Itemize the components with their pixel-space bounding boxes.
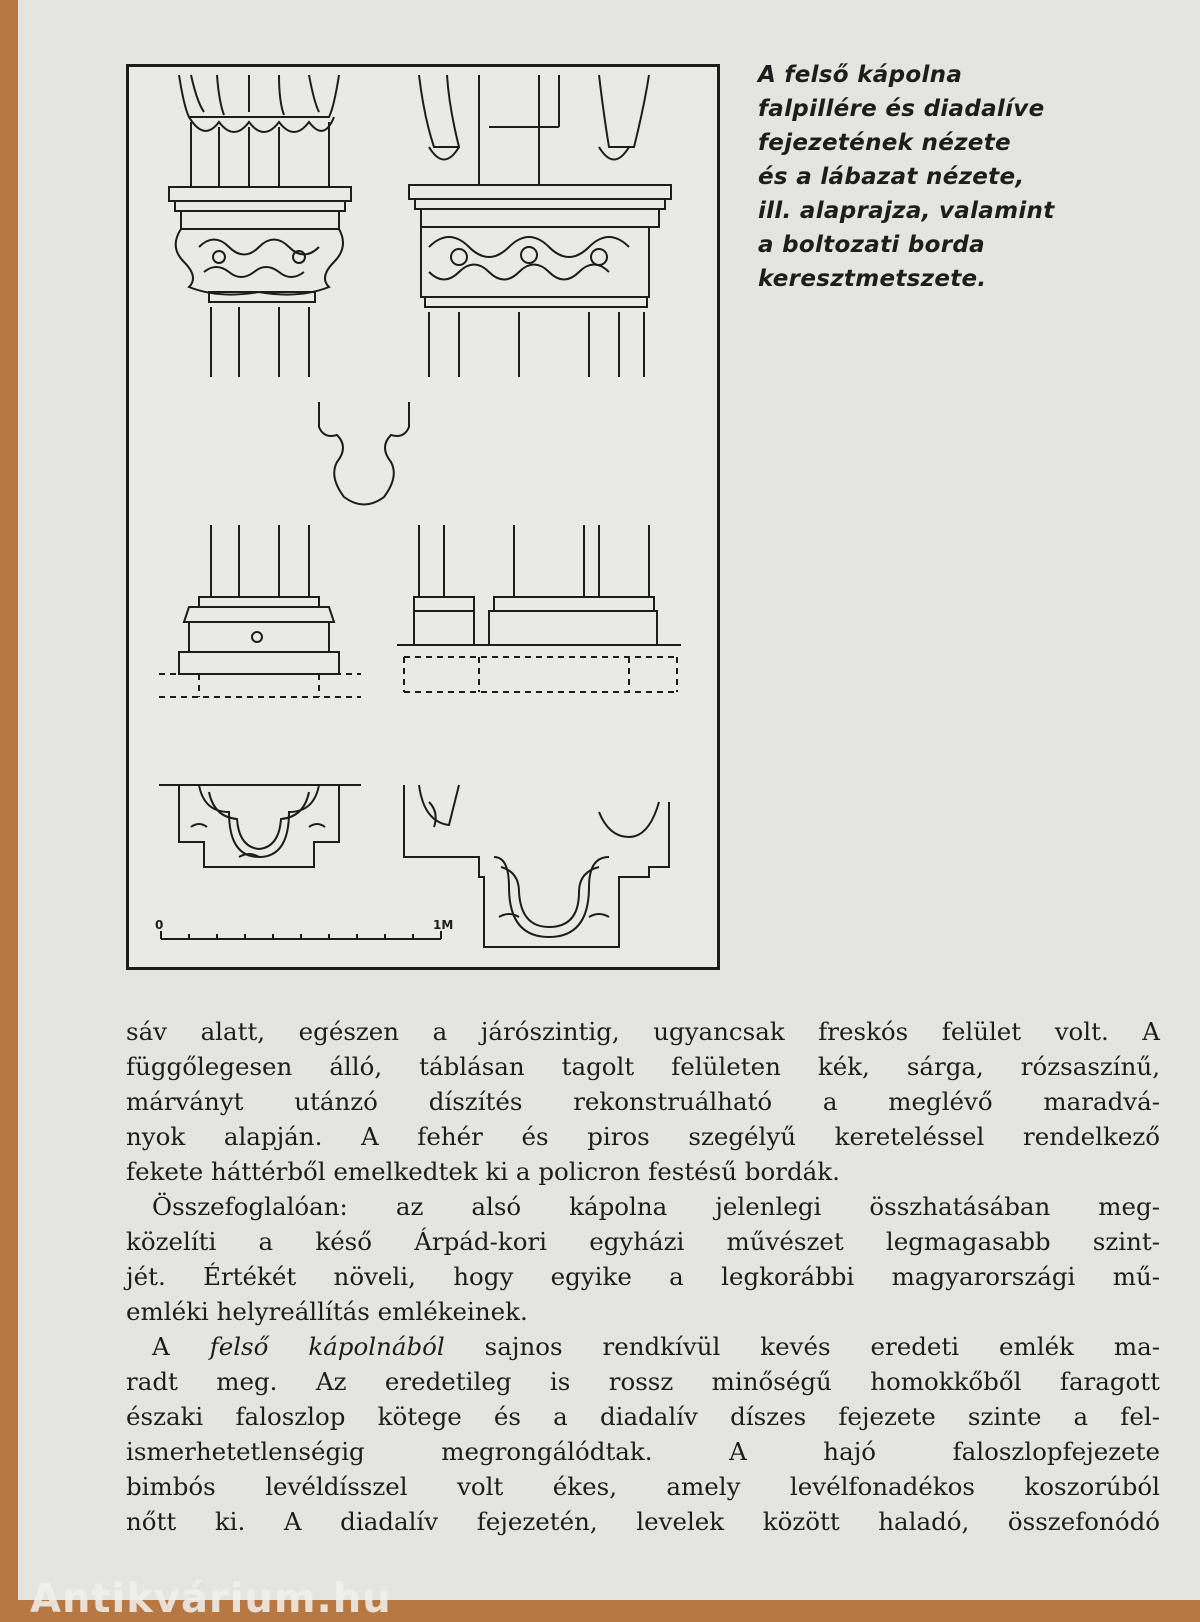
paragraph-3 xyxy=(126,1329,1160,1539)
text-line: bimbós levéldísszel volt ékes, amely levélfonadékos koszorúból xyxy=(126,1472,1160,1501)
text-line: nyok alapján. A fehér és piros szegélyű kereteléssel rendelkező xyxy=(126,1122,1160,1151)
left-plan xyxy=(159,785,361,867)
text-line: nőtt ki. A diadalív fejezetén, levelek között haladó, összefonódó xyxy=(126,1507,1160,1536)
paragraph-1 xyxy=(126,1014,1160,1189)
text-line: északi faloszlop kötege és a diadalív díszes fejezete szinte a fel- xyxy=(126,1402,1160,1431)
text-line: márványt utánzó díszítés rekonstruálható a meglévő maradvá- xyxy=(126,1087,1160,1116)
caption-line: és a lábazat nézete, xyxy=(758,164,1025,190)
text-line: Összefoglalóan: az alsó kápolna jelenlegi összhatásában meg- xyxy=(152,1192,1160,1221)
text-line: sáv alatt, egészen a járószintig, ugyancsak freskós felület volt. A xyxy=(126,1017,1160,1046)
right-capital xyxy=(409,75,671,377)
text-line: ismerhetetlenségig megrongálódtak. A hajó faloszlopfejezete xyxy=(126,1437,1160,1466)
figure-caption xyxy=(758,58,1118,296)
text-line: radt meg. Az eredetileg is rossz minőségű homokkőből faragott xyxy=(126,1367,1160,1396)
text-line: függőlegesen álló, táblásan tagolt felületen kék, sárga, rózsaszínű, xyxy=(126,1052,1160,1081)
left-capital xyxy=(169,75,351,377)
text-line: jét. Értékét növeli, hogy egyike a legkorábbi magyarországi mű- xyxy=(126,1262,1160,1291)
drawing-svg xyxy=(129,67,717,967)
body-text xyxy=(126,1014,1160,1539)
scale-start-label: 0 xyxy=(155,918,164,932)
text-line: közelíti a késő Árpád-kori egyházi művészet legmagasabb szint- xyxy=(126,1227,1160,1256)
text-fragment: A xyxy=(152,1332,210,1361)
text-fragment: sajnos rendkívül kevés eredeti emlék ma- xyxy=(444,1332,1161,1361)
rib-cross-section xyxy=(319,402,409,505)
caption-line: keresztmetszete. xyxy=(758,266,987,292)
watermark: Antikvárium.hu xyxy=(30,1576,392,1622)
caption-line: A felső kápolna xyxy=(758,62,963,88)
text-line: emléki helyreállítás emlékeinek. xyxy=(126,1297,528,1326)
caption-line: falpillére és diadalíve xyxy=(758,96,1045,122)
caption-line: a boltozati borda xyxy=(758,232,985,258)
paragraph-2 xyxy=(126,1189,1160,1329)
book-page xyxy=(18,0,1200,1600)
caption-line: ill. alaprajza, valamint xyxy=(758,198,1055,224)
caption-line: fejezetének nézete xyxy=(758,130,1011,156)
architectural-drawing xyxy=(126,64,720,970)
scale-bar xyxy=(155,918,453,939)
text-line: fekete háttérből emelkedtek ki a policron festésű bordák. xyxy=(126,1157,840,1186)
right-base xyxy=(397,525,681,692)
text-line xyxy=(126,1329,1160,1364)
italic-term: felső kápolnából xyxy=(209,1332,445,1361)
left-base xyxy=(159,525,361,697)
scale-end-label: 1M xyxy=(433,918,454,932)
